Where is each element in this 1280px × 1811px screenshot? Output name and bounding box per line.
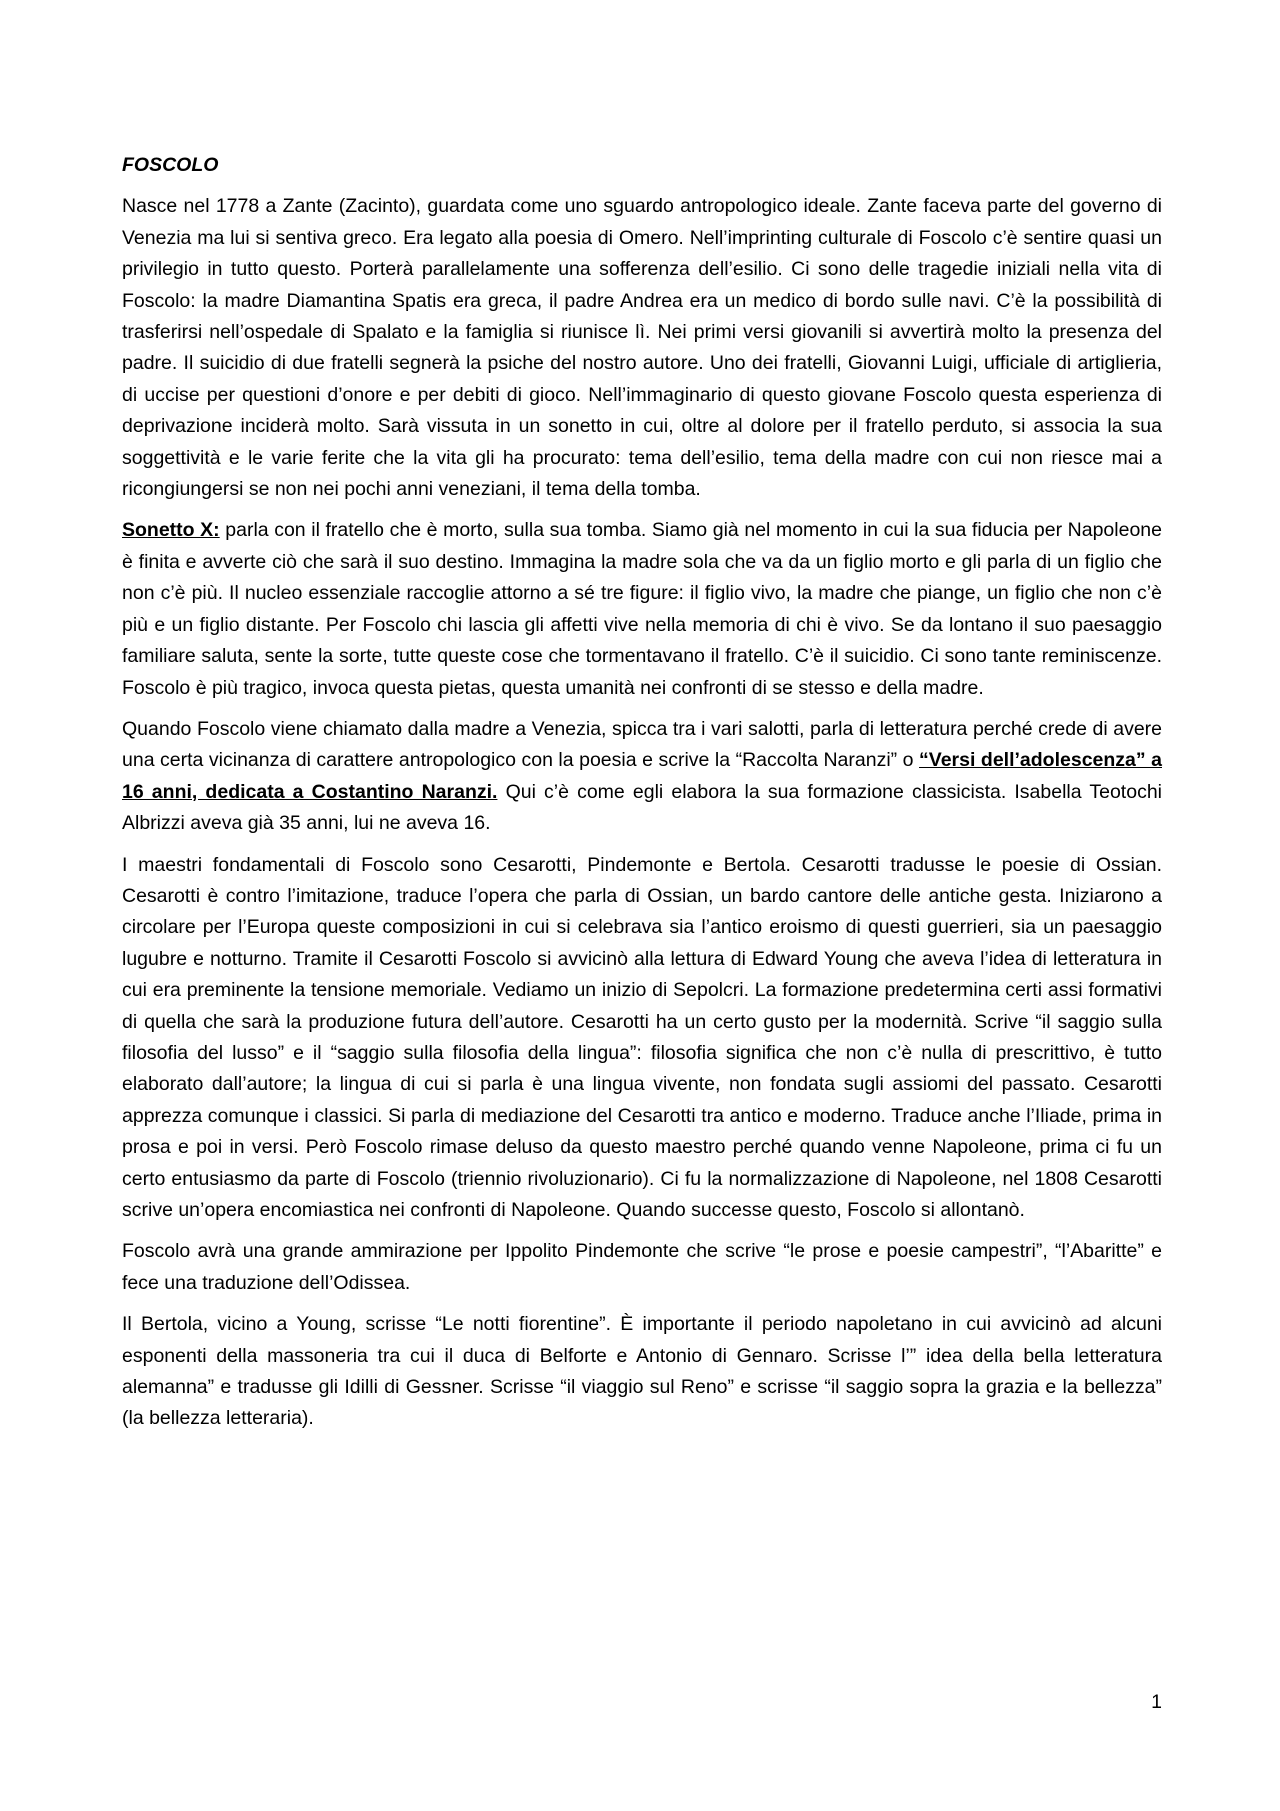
- paragraph-emphasis: “Versi dell’adolescenza” a 16 anni, dedicata a Costantino Naranzi.: [122, 749, 1162, 803]
- document-title: FOSCOLO: [122, 154, 219, 176]
- page-number: 1: [1151, 1691, 1162, 1713]
- document-body: [122, 150, 1162, 1445]
- paragraph-bertola: [122, 1309, 1162, 1435]
- paragraph-text: parla con il fratello che è morto, sulla sua tomba. Siamo già nel momento in cui la sua fiducia per Napoleone è finita e avverte ciò che sarà il suo destino. Immagina la madre sola che va da un figlio morto e gli parla di un figlio che non c’è più. Il nucleo essenziale raccoglie attorno a sé tre figure: il figlio vivo, la madre che piange, un figlio che non c’è più e un figlio distante. Per Foscolo chi lascia gli affetti vive nella memoria di chi è vivo. Se da lontano il suo paesaggio familiare saluta, sente la sorte, tutte queste cose che tormentavano il fratello. C’è il suicidio. Ci sono tante reminiscenze. Foscolo è più tragico, invoca questa pietas, questa umanità nei confronti di se stesso e della madre.: [122, 519, 1162, 699]
- paragraph-text-continued: Qui c’è come egli elabora la sua formazione classicista. Isabella Teotochi Albrizzi aveva già 35 anni, lui ne aveva 16.: [122, 780, 1162, 835]
- paragraph-text: Il Bertola, vicino a Young, scrisse “Le notti fiorentine”. È importante il periodo napoletano in cui avvicinò ad alcuni esponenti della massoneria tra cui il duca di Belforte e Antonio di Gennaro. Scrisse l’” idea della bella letteratura alemanna” e tradusse gli Idilli di Gessner. Scrisse “il viaggio sul Reno” e scrisse “il saggio sopra la grazia e la bellezza” (la bellezza letteraria).: [122, 1313, 1162, 1430]
- paragraph-text: Nasce nel 1778 a Zante (Zacinto), guardata come uno sguardo antropologico ideale. Zante faceva parte del governo di Venezia ma lui si sentiva greco. Era legato alla poesia di Omero. Nell’imprinting culturale di Foscolo c’è sentire quasi un privilegio in tutto questo. Porterà parallelamente una sofferenza dell’esilio. Ci sono delle tragedie iniziali nella vita di Foscolo: la madre Diamantina Spatis era greca, il padre Andrea era un medico di bordo sulle navi. C’è la possibilità di trasferirsi nell’ospedale di Spalato e la famiglia si riunisce lì. Nei primi versi giovanili si avvertirà molto la presenza del padre. Il suicidio di due fratelli segnerà la psiche del nostro autore. Uno dei fratelli, Giovanni Luigi, ufficiale di artiglieria, di uccise per questioni d’onore e per debiti di gioco. Nell’immaginario di questo giovane Foscolo questa esperienza di deprivazione inciderà molto. Sarà vissuta in un sonetto in cui, oltre al dolore per il fratello perduto, si associa la sua soggettività e le varie ferite che la vita gli ha procurato: tema dell’esilio, tema della madre con cui non riesce mai a ricongiungersi se non nei pochi anni veneziani, il tema della tomba.: [122, 195, 1162, 501]
- paragraph-biography: [122, 191, 1162, 505]
- paragraph-lead: Sonetto X:: [122, 519, 220, 542]
- paragraph-pindemonte: [122, 1236, 1162, 1299]
- paragraph-venezia: [122, 714, 1162, 840]
- paragraph-sonetto-x: [122, 515, 1162, 703]
- paragraph-text: Foscolo avrà una grande ammirazione per Ippolito Pindemonte che scrive “le prose e poesie campestri”, “l’Abaritte” e fece una traduzione dell’Odissea.: [122, 1240, 1162, 1294]
- paragraph-text: I maestri fondamentali di Foscolo sono Cesarotti, Pindemonte e Bertola. Cesarotti tradusse le poesie di Ossian. Cesarotti è contro l’imitazione, traduce l’opera che parla di Ossian, un bardo cantore delle antiche gesta. Iniziarono a circolare per l’Europa queste composizioni in cui si celebrava sia l’antico eroismo di questi guerrieri, sia un paesaggio lugubre e notturno. Tramite il Cesarotti Foscolo si avvicinò alla lettura di Edward Young che aveva l’idea di letteratura in cui era preminente la tensione memoriale. Vediamo un inizio di Sepolcri. La formazione predetermina certi assi formativi di quella che sarà la produzione futura dell’autore. Cesarotti ha un certo gusto per la modernità. Scrive “il saggio sulla filosofia del lusso” e il “saggio sulla filosofia della lingua”: filosofia significa che non c’è nulla di prescrittivo, è tutto elaborato dall’autore; la lingua di cui si parla è una lingua vivente, non fondata sugli assiomi del passato. Cesarotti apprezza comunque i classici. Si parla di mediazione del Cesarotti tra antico e moderno. Traduce anche l’Iliade, prima in prosa e poi in versi. Però Foscolo rimase deluso da questo maestro perché quando venne Napoleone, prima ci fu un certo entusiasmo da parte di Foscolo (triennio rivoluzionario). Ci fu la normalizzazione di Napoleone, nel 1808 Cesarotti scrive un’opera encomiastica nei confronti di Napoleone. Quando successe questo, Foscolo si allontanò.: [122, 853, 1162, 1221]
- paragraph-maestri: [122, 850, 1162, 1227]
- paragraph-text: Quando Foscolo viene chiamato dalla madre a Venezia, spicca tra i vari salotti, parla di letteratura perché crede di avere una certa vicinanza di carattere antropologico con la poesia e scrive la “Raccolta Naranzi” o: [122, 717, 1162, 772]
